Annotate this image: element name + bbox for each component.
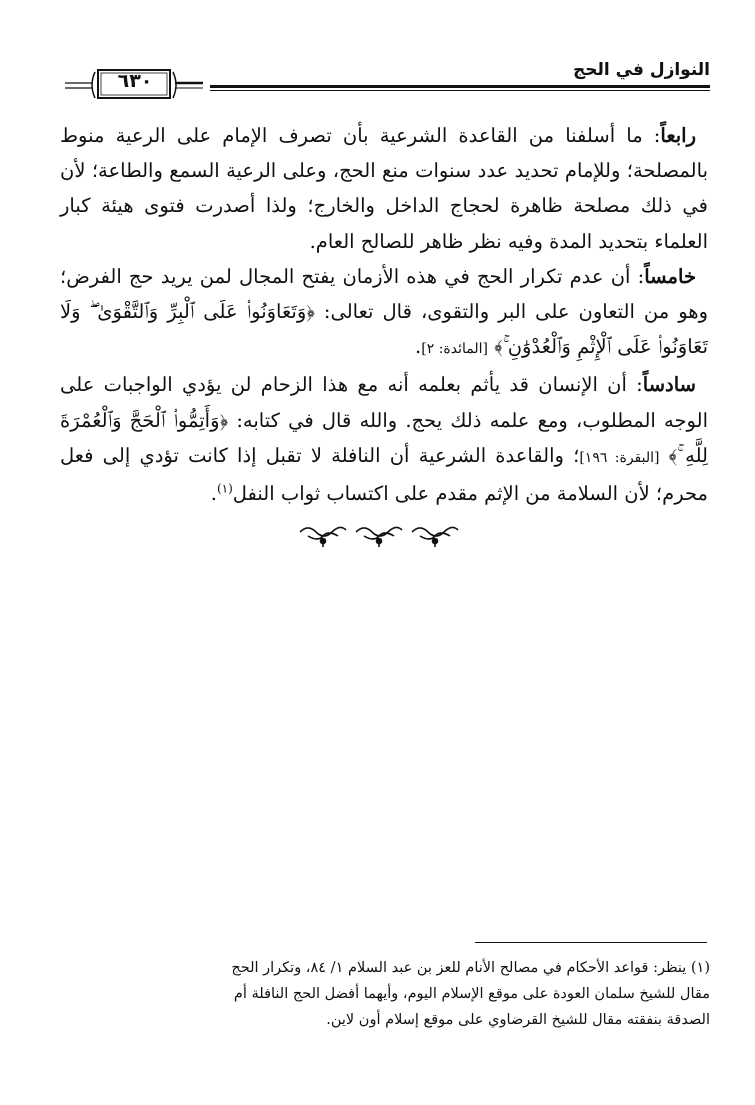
floral-ornament-icon <box>293 522 463 548</box>
page-number-frame <box>65 64 203 100</box>
main-text <box>60 118 708 511</box>
paragraph-lead: رابعاً <box>660 124 696 147</box>
paragraph-6 <box>60 367 708 511</box>
paragraph-4 <box>60 118 708 259</box>
footnote-separator <box>475 942 707 943</box>
page-number: ٦٣٠ <box>117 70 153 92</box>
paragraph-end: . <box>415 335 422 359</box>
quran-verse: ﴿وَتَعَاوَنُوا۟ عَلَى ٱلْبِرِّ وَٱلتَّقْوَىٰ ۖ وَلَا تَعَاوَنُوا۟ عَلَى ٱلْإِثْمِ وَٱلْعُدْوَٰنِ ۚ﴾ <box>60 300 708 359</box>
page-header <box>62 58 710 98</box>
paragraph-text: : أن عدم تكرار الحج في هذه الأزمان يفتح المجال لمن يريد حج الفرض؛ وهو من التعاون على البر والتقوى، قال تعالى: <box>60 264 708 324</box>
footnote-line: مقال للشيخ سلمان العودة على موقع الإسلام اليوم، وأيهما أفضل الحج النافلة أم <box>233 986 710 1002</box>
paragraph-text: : ما أسلفنا من القاعدة الشرعية بأن تصرف الإمام على الرعية منوط بالمصلحة؛ وللإمام تحديد عدد سنوات منع الحج، وعلى الرعية السمع والطاعة؛ لأن في ذلك مصلحة ظاهرة لحجاج الداخل والخارج؛ ولذا أصدرت فتوى هيئة كبار العلماء بتحديد المدة وفيه نظر ظاهر للصالح العام. <box>60 124 708 253</box>
header-rule <box>210 85 710 88</box>
footnote-line: (١) ينظر: قواعد الأحكام في مصالح الأنام للعز بن عبد السلام ١/ ٨٤، وتكرار الحج <box>231 960 710 976</box>
paragraph-continuation: ؛ والقاعدة الشرعية أن النافلة لا تقبل إذا كانت تؤدي إلى فعل محرم؛ لأن السلامة من الإثم مقدم على اكتساب ثواب النفل <box>60 443 708 506</box>
quran-verse: ﴿وَأَتِمُّوا۟ ٱلْحَجَّ وَٱلْعُمْرَةَ لِلَّهِ ۚ﴾ <box>60 408 708 467</box>
paragraph-lead: سادساً <box>642 373 696 397</box>
paragraph-text: : أن الإنسان قد يأثم بعلمه أنه مع هذا الزحام لن يؤدي الواجبات على الوجه المطلوب، ومع علمه ذلك يحج. والله قال في كتابه: <box>60 373 708 432</box>
header-rule-thin <box>210 90 710 91</box>
running-title: النوازل في الحج <box>572 60 710 80</box>
paragraph-end: . <box>210 482 217 506</box>
section-ornament <box>0 522 755 552</box>
footnote-line: الصدقة بنفقته مقال للشيخ القرضاوي على موقع إسلام أون لاين. <box>326 1012 710 1028</box>
footnote-marker[interactable]: (١) <box>216 481 233 496</box>
paragraph-lead: خامساً <box>644 264 696 288</box>
footnotes <box>60 955 710 1033</box>
verse-reference: [المائدة: ٢] <box>421 341 488 358</box>
verse-reference: [البقرة: ١٩٦] <box>579 449 660 466</box>
paragraph-5 <box>60 259 708 368</box>
